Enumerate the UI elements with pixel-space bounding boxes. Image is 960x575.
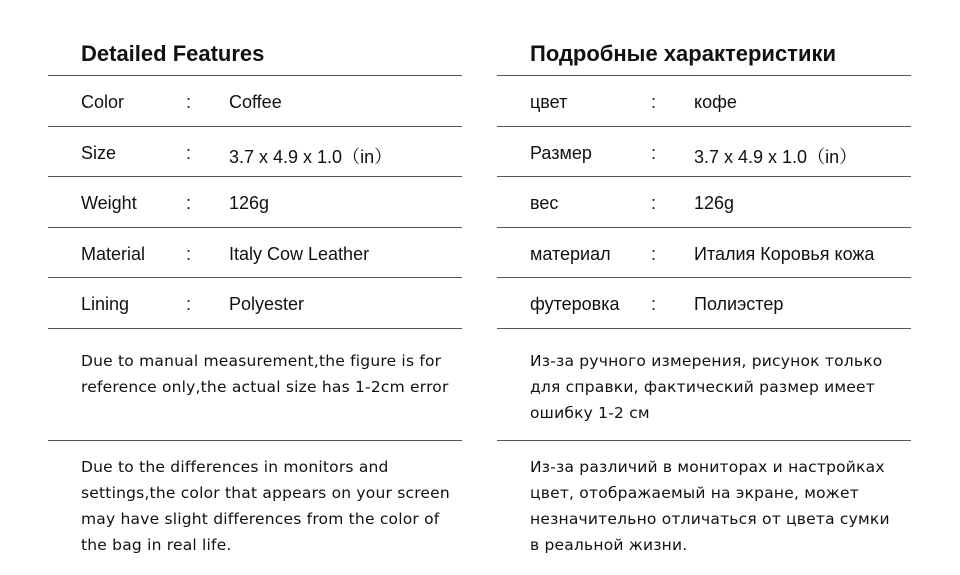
spec-value: Италия Коровья кожа [694,243,875,264]
measurement-note: Из-за ручного измерения, рисунок только для справки, фактический размер имеет ошибку 1-2 см [497,329,911,441]
panel-title: Подробные характеристики [497,0,911,76]
spec-row-lining [48,278,462,329]
spec-colon: : [186,193,192,213]
spec-row-material [497,228,911,279]
spec-label: Lining [81,294,130,314]
spec-colon: : [651,294,657,314]
spec-value: 126g [229,193,270,213]
spec-row-material [48,228,462,279]
spec-colon: : [186,294,192,314]
color-disclaimer-note: Из-за различий в мониторах и настройках цвет, отображаемый на экране, может незначительно отличаться от цвета сумки в реальной жизни. [530,457,890,554]
spec-row-color [497,76,911,127]
spec-value: 3.7 x 4.9 x 1.0（in） [229,146,393,167]
spec-colon: : [651,193,657,213]
spec-label: вес [530,193,559,213]
spec-value: Coffee [229,92,282,112]
spec-label: Material [81,243,146,264]
spec-value: Polyester [229,294,305,314]
spec-value: 3.7 x 4.9 x 1.0（in） [694,146,858,167]
panel-title: Detailed Features [48,0,462,76]
spec-row-weight [48,177,462,228]
spec-row-weight [497,177,911,228]
spec-value: 126g [694,193,735,213]
spec-colon: : [186,142,192,163]
spec-colon: : [186,92,192,112]
measurement-note: Due to manual measurement,the figure is for reference only,the actual size has 1-2cm error [48,329,462,441]
features-panel-russian [497,0,911,558]
spec-value: Полиэстер [694,294,784,314]
spec-value: кофе [694,92,737,112]
spec-colon: : [651,243,657,264]
spec-colon: : [186,243,192,264]
spec-row-color [48,76,462,127]
spec-label: Size [81,142,117,163]
spec-colon: : [651,92,657,112]
spec-colon: : [651,142,657,163]
spec-value: Italy Cow Leather [229,243,370,264]
spec-row-lining [497,278,911,329]
spec-label: Color [81,92,125,112]
features-panel-english [48,0,462,558]
spec-label: Weight [81,193,137,213]
color-disclaimer-note: Due to the differences in monitors and settings,the color that appears on your screen may have slight differences from the color of the bag in real life. [81,457,450,554]
spec-label: материал [530,243,611,264]
spec-label: цвет [530,92,568,112]
spec-row-size [497,127,911,178]
spec-label: Размер [530,142,592,163]
spec-label: футеровка [530,294,620,314]
spec-row-size [48,127,462,178]
